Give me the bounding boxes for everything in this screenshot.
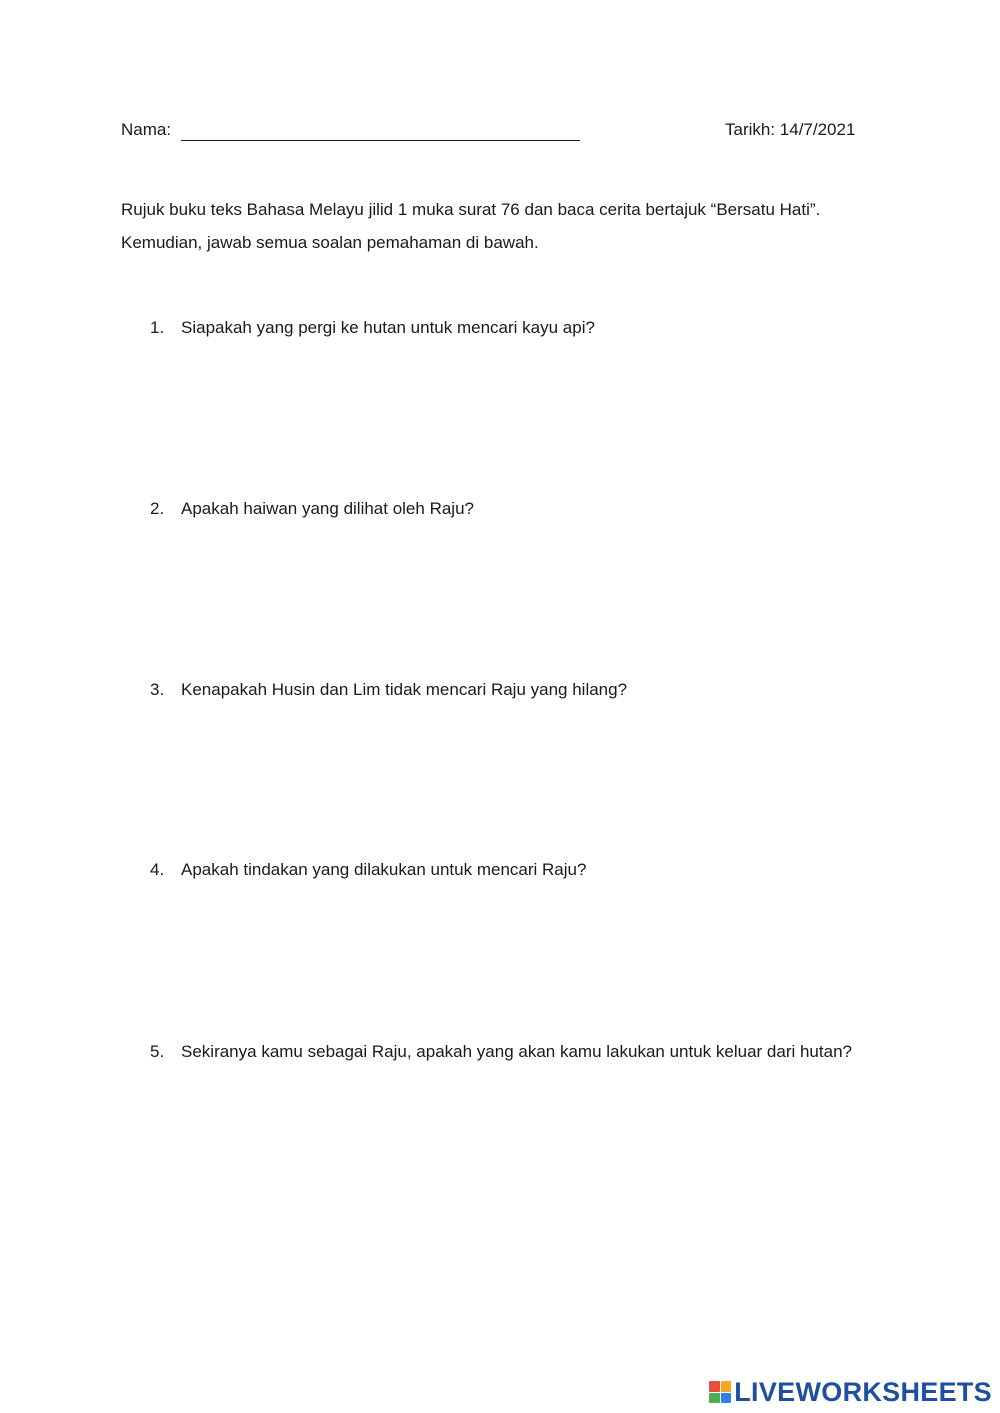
question-1 [150, 311, 878, 345]
logo-square-1 [709, 1381, 720, 1392]
liveworksheets-logo-icon [709, 1381, 731, 1403]
question-text: Apakah haiwan yang dilihat oleh Raju? [181, 499, 474, 518]
date-label: Tarikh: 14/7/2021 [725, 120, 856, 139]
question-number: 4. [150, 860, 165, 879]
instructions [121, 193, 891, 259]
question-5 [150, 1035, 878, 1069]
question-number: 5. [150, 1042, 165, 1061]
liveworksheets-brand [709, 1377, 992, 1407]
question-number: 2. [150, 499, 165, 518]
logo-square-2 [721, 1381, 732, 1392]
question-3 [150, 673, 878, 707]
header-row [121, 120, 881, 144]
question-text: Kenapakah Husin dan Lim tidak mencari Raju yang hilang? [181, 680, 628, 699]
question-text: Sekiranya kamu sebagai Raju, apakah yang akan kamu lakukan untuk keluar dari hutan? [181, 1042, 852, 1061]
question-number: 3. [150, 680, 165, 699]
question-4 [150, 853, 878, 887]
instructions-line-1: Rujuk buku teks Bahasa Melayu jilid 1 muka surat 76 dan baca cerita bertajuk “Bersatu Hati”. [121, 200, 821, 219]
logo-square-4 [721, 1393, 732, 1404]
name-label: Nama: [121, 120, 172, 139]
instructions-line-2: Kemudian, jawab semua soalan pemahaman di bawah. [121, 233, 539, 252]
question-text: Siapakah yang pergi ke hutan untuk mencari kayu api? [181, 318, 595, 337]
question-2 [150, 492, 878, 526]
name-input-line[interactable] [181, 140, 580, 141]
question-text: Apakah tindakan yang dilakukan untuk mencari Raju? [181, 860, 587, 879]
logo-square-3 [709, 1393, 720, 1404]
question-number: 1. [150, 318, 165, 337]
brand-text: LIVEWORKSHEETS [734, 1376, 992, 1407]
